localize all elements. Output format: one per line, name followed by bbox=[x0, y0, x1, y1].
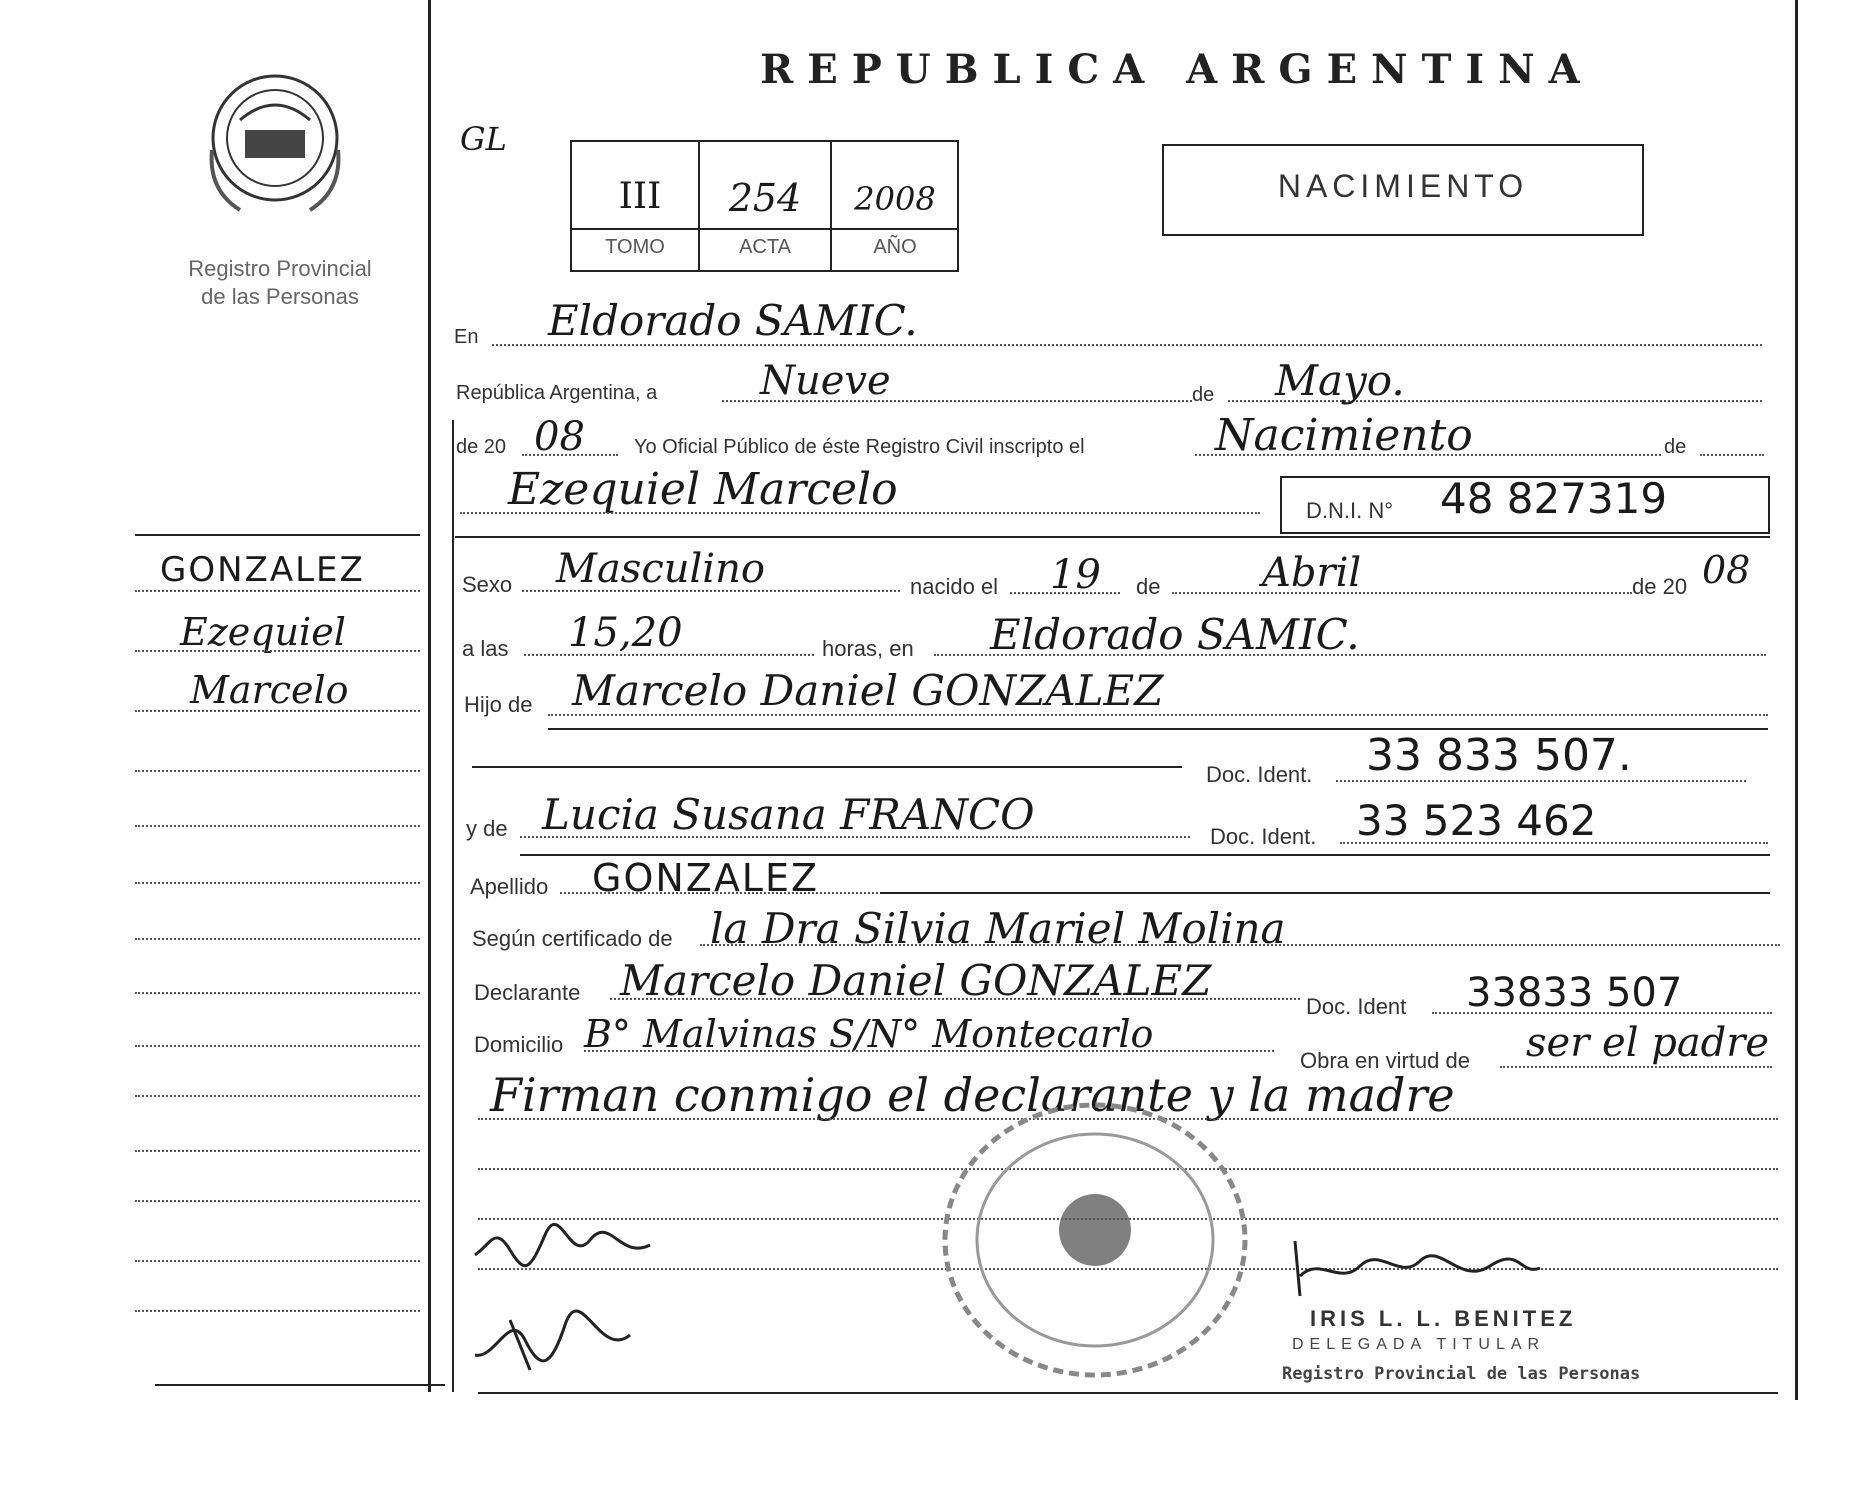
margin-bottom-rule bbox=[155, 1384, 445, 1386]
mother-signature bbox=[470, 1300, 650, 1380]
sexo-label: Sexo bbox=[462, 572, 513, 597]
official-title: DELEGADA TITULAR bbox=[1292, 1336, 1546, 1353]
official-signature bbox=[1280, 1226, 1550, 1306]
doc-ident-label-2: Doc. Ident. bbox=[1210, 824, 1317, 849]
right-border bbox=[1795, 0, 1798, 1400]
hijo-label: Hijo de bbox=[464, 692, 533, 717]
tomo-label: TOMO bbox=[605, 236, 665, 258]
birth-year-prefix-label: de 20 bbox=[1632, 574, 1688, 599]
nacido-label: nacido el bbox=[910, 574, 999, 599]
margin-line bbox=[135, 1200, 420, 1202]
fill-line bbox=[1172, 592, 1632, 594]
fill-line bbox=[880, 892, 1770, 894]
doc-ident-label: Doc. Ident. bbox=[1206, 762, 1313, 787]
oficial-label: Yo Oficial Público de éste Registro Civil inscripto el bbox=[634, 436, 1085, 458]
seal-org-line1: Registro Provincial bbox=[188, 256, 372, 281]
fill-line bbox=[460, 512, 1260, 514]
margin-line bbox=[135, 590, 420, 592]
declarante-name-value: Marcelo Daniel GONZALEZ bbox=[620, 956, 1212, 1005]
left-border-inner bbox=[452, 420, 454, 1392]
domicilio-value: B° Malvinas S/N° Montecarlo bbox=[584, 1012, 1154, 1056]
provincial-seal bbox=[200, 60, 350, 230]
acta-value: 254 bbox=[728, 176, 802, 220]
certificate-by-value: la Dra Silvia Mariel Molina bbox=[710, 904, 1286, 953]
margin-line bbox=[135, 992, 420, 994]
apellido-value: GONZALEZ bbox=[592, 856, 820, 900]
declarant-signature bbox=[470, 1215, 660, 1285]
de-label-3: de bbox=[1136, 574, 1161, 599]
day-words-value: Nueve bbox=[760, 358, 891, 404]
table-divider bbox=[570, 228, 957, 230]
margin-line bbox=[135, 650, 420, 652]
republica-label: República Argentina, a bbox=[456, 382, 658, 404]
margin-line bbox=[135, 1150, 420, 1152]
mother-doc-value: 33 523 462 bbox=[1356, 796, 1597, 845]
margin-line bbox=[135, 1260, 420, 1262]
margin-line bbox=[135, 1095, 420, 1097]
margin-line bbox=[135, 938, 420, 940]
margin-line bbox=[135, 882, 420, 884]
mother-name-value: Lucia Susana FRANCO bbox=[542, 790, 1035, 839]
child-name-value: Ezequiel Marcelo bbox=[508, 464, 898, 515]
obra-value: ser el padre bbox=[1526, 1020, 1770, 1066]
seal-org-line2: de las Personas bbox=[201, 284, 359, 309]
margin-line bbox=[135, 770, 420, 772]
margin-middle-name: Marcelo bbox=[190, 668, 349, 712]
fill-line bbox=[522, 454, 618, 456]
segun-label: Según certificado de bbox=[472, 926, 673, 951]
note-line: Firman conmigo el declarante y la madre bbox=[490, 1068, 1455, 1122]
margin-line bbox=[135, 825, 420, 827]
birth-year-suffix-value: 08 bbox=[1702, 548, 1751, 592]
margin-surname: GONZALEZ bbox=[160, 550, 365, 590]
birth-time-value: 15,20 bbox=[568, 610, 683, 656]
fill-line bbox=[1500, 1066, 1772, 1068]
official-name: IRIS L. L. BENITEZ bbox=[1310, 1306, 1577, 1331]
apellido-label: Apellido bbox=[470, 874, 549, 899]
anio-value: 2008 bbox=[854, 180, 936, 218]
doc-type-label: NACIMIENTO bbox=[1277, 168, 1529, 204]
official-stamp bbox=[930, 1090, 1260, 1390]
left-border bbox=[428, 0, 431, 1392]
doc-ident-label-3: Doc. Ident bbox=[1306, 994, 1407, 1019]
declarante-label: Declarante bbox=[474, 980, 581, 1005]
domicilio-label: Domicilio bbox=[474, 1032, 564, 1057]
declarante-doc-value: 33833 507 bbox=[1466, 970, 1683, 1016]
birth-month-value: Abril bbox=[1262, 550, 1362, 596]
year-prefix-label: de 20 bbox=[456, 436, 507, 458]
dni-value: 48 827319 bbox=[1440, 474, 1668, 523]
de-label-2: de bbox=[1664, 436, 1687, 458]
table-divider bbox=[698, 140, 700, 270]
month-value: Mayo. bbox=[1275, 356, 1405, 405]
birth-day-value: 19 bbox=[1050, 552, 1101, 598]
sexo-value: Masculino bbox=[556, 546, 765, 592]
section-rule bbox=[455, 536, 1770, 538]
fill-line bbox=[472, 766, 1182, 768]
father-doc-value: 33 833 507. bbox=[1366, 730, 1632, 781]
margin-top-rule bbox=[135, 534, 420, 536]
acta-label: ACTA bbox=[739, 236, 791, 258]
margin-first-name: Ezequiel bbox=[180, 610, 346, 654]
margin-line bbox=[135, 1045, 420, 1047]
y-de-label: y de bbox=[466, 816, 508, 841]
country-title: REPUBLICA ARGENTINA bbox=[760, 46, 1594, 93]
dni-label: D.N.I. N° bbox=[1306, 498, 1394, 523]
de-label: de bbox=[1192, 384, 1215, 406]
horas-label: horas, en bbox=[822, 636, 914, 661]
year-suffix-value: 08 bbox=[534, 414, 585, 460]
margin-line bbox=[135, 1310, 420, 1312]
place-value: Eldorado SAMIC. bbox=[548, 296, 918, 345]
corner-note: GL bbox=[460, 120, 507, 158]
anio-label: AÑO bbox=[873, 236, 917, 258]
birth-place-value: Eldorado SAMIC. bbox=[990, 610, 1360, 659]
fill-line bbox=[1700, 454, 1764, 456]
obra-label: Obra en virtud de bbox=[1300, 1048, 1470, 1073]
father-name-value: Marcelo Daniel GONZALEZ bbox=[572, 666, 1164, 715]
tomo-value: III bbox=[618, 176, 662, 217]
en-label: En bbox=[454, 326, 479, 348]
a-las-label: a las bbox=[462, 636, 509, 661]
table-divider bbox=[830, 140, 832, 270]
margin-line bbox=[135, 710, 420, 712]
official-org: Registro Provincial de las Personas bbox=[1282, 1364, 1641, 1384]
form-bottom-rule bbox=[478, 1392, 1778, 1394]
inscription-type-value: Nacimiento bbox=[1215, 410, 1473, 461]
